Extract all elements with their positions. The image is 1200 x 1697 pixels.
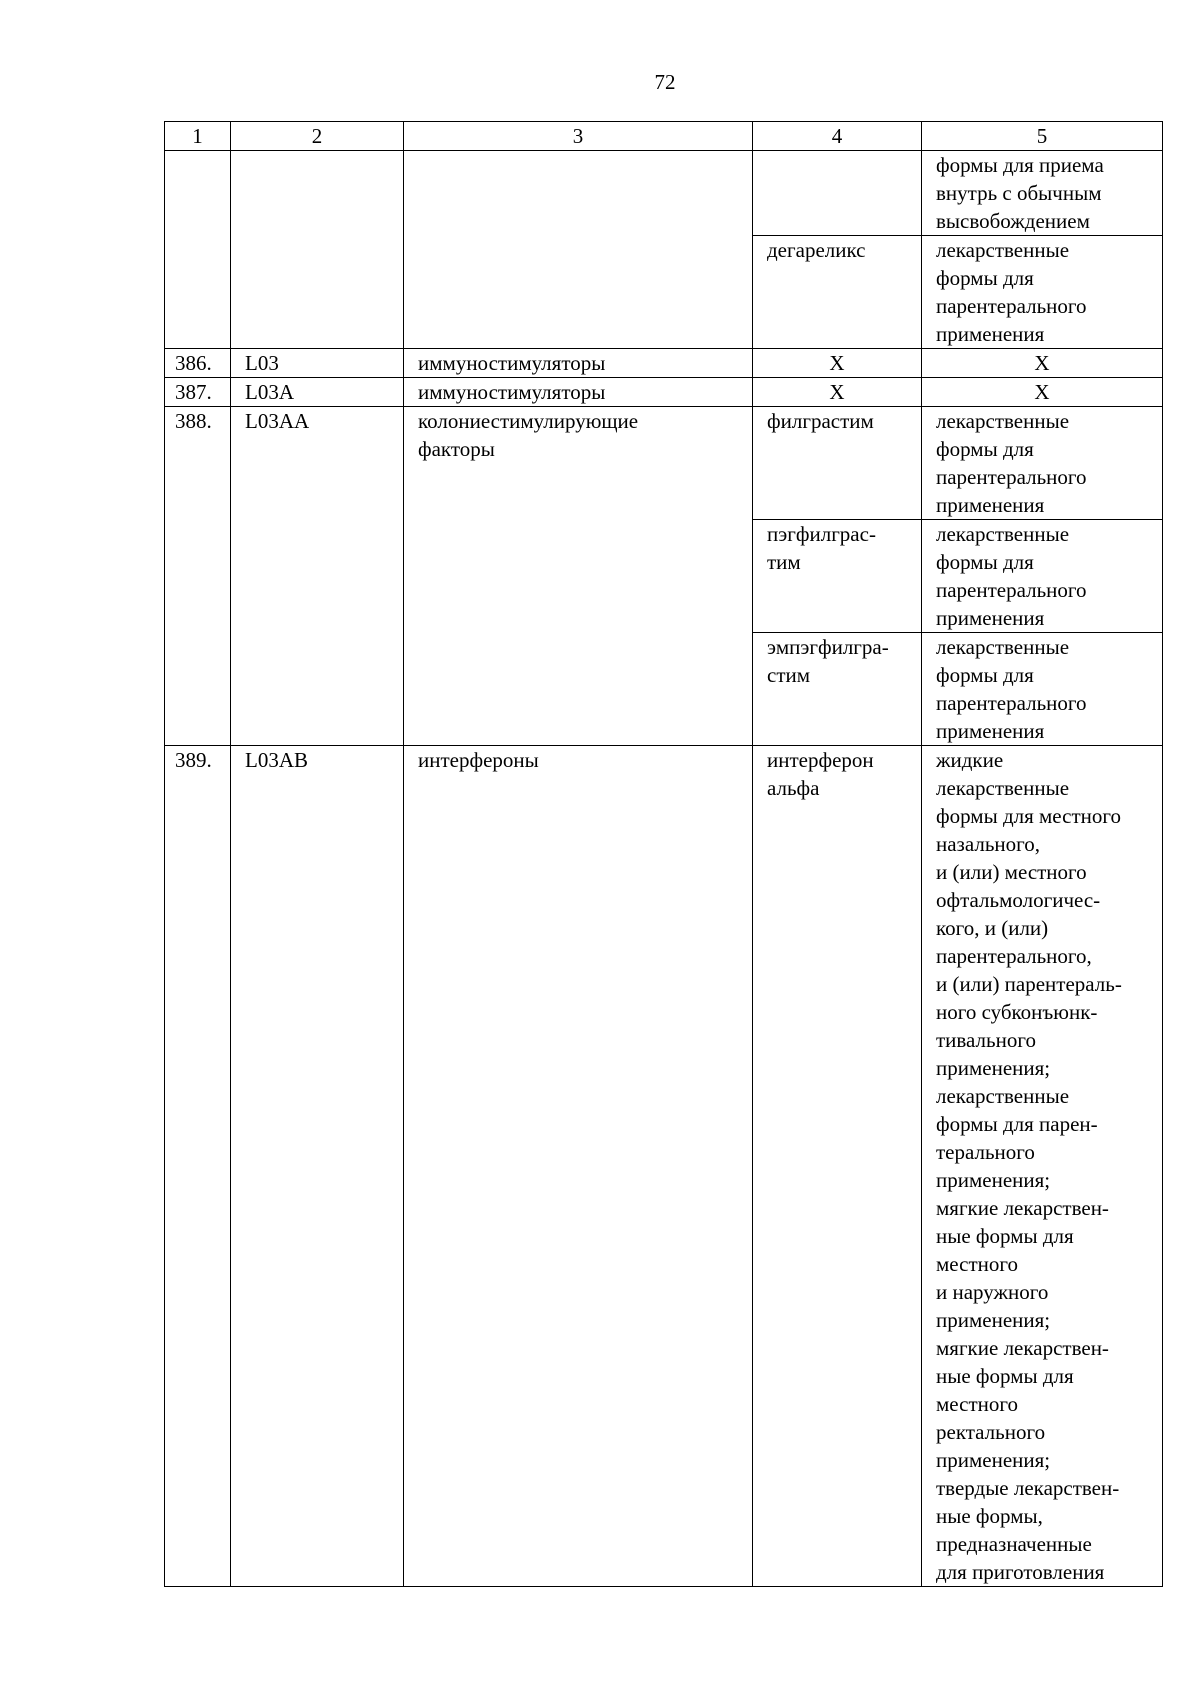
table-row [165, 378, 1163, 407]
atc-code-cell: L03AA [231, 407, 404, 746]
substance-cell: дегареликс [753, 236, 922, 349]
atc-code-cell: L03A [231, 378, 404, 407]
substance-cell: филграстим [753, 407, 922, 520]
dosage-form-cell: формы для приема внутрь с обычным высвобождением [922, 151, 1163, 236]
dosage-form-cell: Х [922, 378, 1163, 407]
dosage-form-cell: жидкие лекарственные формы для местного назального, и (или) местного офтальмологичес- кого, и (или) парентерального, и (или) парентераль- ного субконъюнк- тивального применения; лекарственные формы для парен- терального применения; мягкие лекарствен- ные формы для местного и наружного применения; мягкие лекарствен- ные формы для местного ректального применения; твердые лекарствен- ные формы, предназначенные для приготовления [922, 746, 1163, 1587]
atc-code-cell: L03AB [231, 746, 404, 1587]
group-name-cell: колониестимулирующие факторы [404, 407, 753, 746]
row-number-cell: 388. [165, 407, 231, 746]
dosage-form-cell: лекарственные формы для парентерального применения [922, 236, 1163, 349]
row-number-cell: 387. [165, 378, 231, 407]
substance-cell: Х [753, 349, 922, 378]
column-header-3: 3 [404, 122, 753, 151]
row-number-cell [165, 151, 231, 349]
dosage-form-cell: лекарственные формы для парентерального применения [922, 520, 1163, 633]
table-row [165, 407, 1163, 520]
dosage-form-cell: лекарственные формы для парентерального применения [922, 633, 1163, 746]
atc-code-cell [231, 151, 404, 349]
column-header-4: 4 [753, 122, 922, 151]
dosage-form-cell: Х [922, 349, 1163, 378]
dosage-form-cell: лекарственные формы для парентерального применения [922, 407, 1163, 520]
substance-cell [753, 151, 922, 236]
group-name-cell: интерфероны [404, 746, 753, 1587]
row-number-cell: 389. [165, 746, 231, 1587]
column-header-1: 1 [165, 122, 231, 151]
column-header-2: 2 [231, 122, 404, 151]
row-number-cell: 386. [165, 349, 231, 378]
substance-cell: пэгфилграс- тим [753, 520, 922, 633]
substance-cell: Х [753, 378, 922, 407]
group-name-cell: иммуностимуляторы [404, 349, 753, 378]
substance-cell: эмпэгфилгра- стим [753, 633, 922, 746]
drug-table [164, 121, 1163, 1587]
atc-code-cell: L03 [231, 349, 404, 378]
table-row [165, 151, 1163, 236]
column-header-5: 5 [922, 122, 1163, 151]
table-header-row [165, 122, 1163, 151]
group-name-cell: иммуностимуляторы [404, 378, 753, 407]
page-number: 72 [654, 70, 676, 94]
substance-cell: интерферон альфа [753, 746, 922, 1587]
group-name-cell [404, 151, 753, 349]
table-row [165, 349, 1163, 378]
table-row [165, 746, 1163, 1587]
